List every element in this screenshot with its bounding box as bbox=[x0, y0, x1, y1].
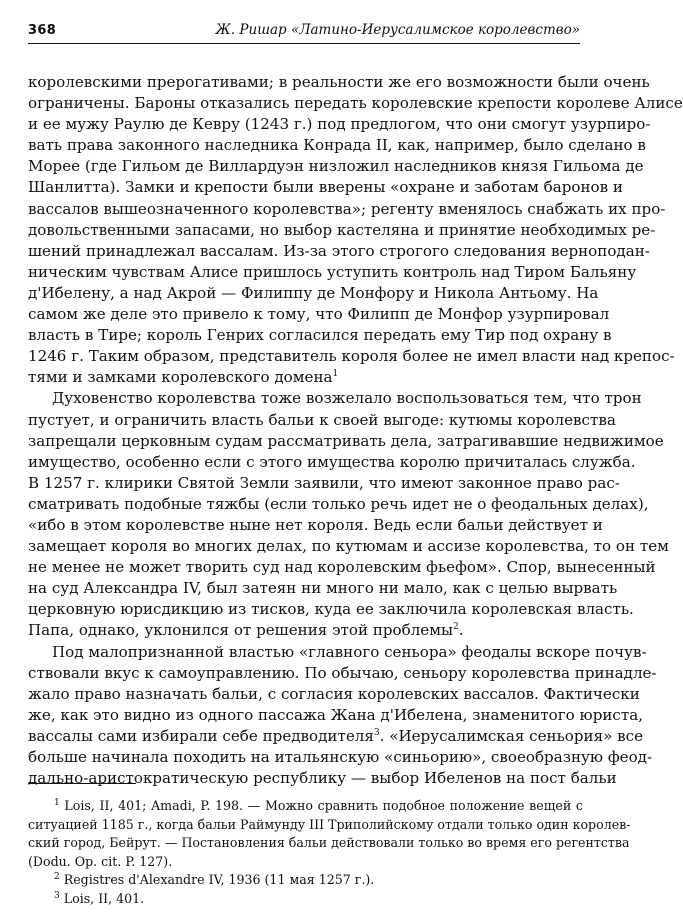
text-line: королевскими прерогативами; в реальности же его возможности были очень bbox=[28, 73, 650, 91]
footnote-line: ситуацией 1185 г., когда бальи Раймунду III Триполийскому отдали только один королев- bbox=[28, 816, 631, 832]
text-line: Шанлитта). Замки и крепости были вверены «охране и заботам баронов и bbox=[28, 178, 623, 197]
footnote-line: $^3$ Lois, II, 401. bbox=[54, 890, 145, 906]
text-line: 1246 г. Таким образом, представитель короля более не имел власти над крепос- bbox=[28, 347, 675, 366]
footnote-number: 2 bbox=[54, 871, 60, 882]
footnote-3 bbox=[28, 890, 583, 909]
footnotes bbox=[28, 797, 631, 908]
text-line: власть в Тире; король Генрих согласился передать ему Тир под охрану в bbox=[28, 326, 612, 345]
text-line: имущество, особенно если с этого имущества королю причиталась служба. bbox=[28, 452, 636, 471]
text-line: дально-аристократическую республику — выбор Ибеленов на пост бальи bbox=[28, 769, 617, 788]
text-line: вассалы сами избирали себе предводителя$^3$. «Иерусалимская сеньория» все bbox=[28, 726, 644, 745]
text-line: сматривать подобные тяжбы (если только речь идет не о феодальных делах), bbox=[28, 494, 649, 513]
text-line: Морее (где Гильом де Виллардуэн низложил наследников князя Гильома де bbox=[28, 157, 644, 176]
page-number: 368 bbox=[28, 23, 57, 38]
footnote-ref[interactable]: 2 bbox=[453, 622, 459, 633]
footnote-line: $^1$ Lois, II, 401; Amadi, P. 198. — Можно сравнить подобное положение вещей с bbox=[54, 797, 583, 813]
text-line: пустует, и ограничить власть бальи к своей выгоде: кутюмы королевства bbox=[28, 410, 616, 429]
footnote-number: 3 bbox=[54, 890, 60, 901]
text-line: же, как это видно из одного пассажа Жана д'Ибелена, знаменитого юриста, bbox=[28, 705, 644, 724]
text-line: церковную юрисдикцию из тисков, куда ее заключила королевская власть. bbox=[28, 600, 634, 619]
text-line: В 1257 г. клирики Святой Земли заявили, что имеют законное право рас- bbox=[28, 473, 620, 492]
text-line: ограничены. Бароны отказались передать королевские крепости королеве Алисе bbox=[28, 94, 683, 113]
body-text bbox=[28, 72, 683, 789]
text-line: больше начинала походить на итальянскую «синьорию», своеобразную феод- bbox=[28, 748, 653, 766]
text-line: вассалов вышеозначенного королевства»; регенту вменялось снабжать их про- bbox=[28, 199, 666, 218]
text-line: замещает короля во многих делах, по кутюмам и ассизе королевства, то он тем bbox=[28, 537, 669, 556]
text-line: д'Ибелену, а над Акрой — Филиппу де Монфору и Никола Антьому. На bbox=[28, 283, 599, 302]
text-line: довольственными запасами, но выбор кастеляна и принятие необходимых ре- bbox=[28, 220, 656, 239]
header-rule bbox=[28, 43, 580, 44]
footnote-2 bbox=[28, 871, 583, 890]
text-line: шений принадлежал вассалам. Из-за этого строгого следования верноподан- bbox=[28, 241, 650, 260]
paragraph-1 bbox=[28, 72, 683, 388]
footnote-ref[interactable]: 1 bbox=[332, 369, 339, 380]
footnote-line: (Dodu. Op. cit. P. 127). bbox=[28, 853, 173, 869]
text-line: тями и замками королевского домена$^1$ bbox=[28, 368, 339, 387]
paragraph-2 bbox=[28, 388, 669, 641]
footnote-number: 1 bbox=[54, 797, 60, 808]
text-line: Духовенство королевства тоже возжелало воспользоваться тем, что трон bbox=[52, 389, 642, 408]
text-line: ническим чувствам Алисе пришлось уступить контроль над Тиром Бальяну bbox=[28, 262, 637, 281]
text-line: Под малопризнанной властью «главного сеньора» феодалы вскоре почув- bbox=[52, 642, 647, 661]
page-header bbox=[28, 10, 580, 38]
text-line: и ее мужу Раулю де Кевру (1243 г.) под предлогом, что они смогут узурпиро- bbox=[28, 115, 651, 134]
footnote-line: $^2$ Registres d'Alexandre IV, 1936 (11 мая 1257 г.). bbox=[54, 871, 375, 887]
footnote-line: ский город, Бейрут. — Постановления бальи действовали только во время его регентства bbox=[28, 835, 630, 850]
text-line: на суд Александра IV, был затеян ни много ни мало, как с целью вырвать bbox=[28, 579, 618, 598]
footnote-ref[interactable]: 3 bbox=[373, 727, 380, 738]
text-line: самом же деле это привело к тому, что Филипп де Монфор узурпировал bbox=[28, 305, 610, 324]
text-line: «ибо в этом королевстве ныне нет короля. Ведь если бальи действует и bbox=[28, 515, 603, 534]
text-line: вать права законного наследника Конрада II, как, например, было сделано в bbox=[28, 136, 646, 155]
text-line: не менее не может творить суд над королевским фьефом». Спор, вынесенный bbox=[28, 558, 656, 577]
text-line: ствовали вкус к самоуправлению. По обычаю, сеньору королевства принадле- bbox=[28, 663, 657, 682]
footnote-1 bbox=[28, 797, 631, 871]
text-line: жало право назначать бальи, с согласия королевских вассалов. Фактически bbox=[28, 684, 640, 703]
text-line: Папа, однако, уклонился от решения этой проблемы$^2$. bbox=[28, 621, 464, 640]
running-title: Ж. Ришар «Латино-Иерусалимское королевство» bbox=[215, 22, 580, 38]
text-line: запрещали церковным судам рассматривать дела, затрагивавшие недвижимое bbox=[28, 431, 664, 450]
footnote-rule bbox=[28, 783, 136, 784]
paragraph-3 bbox=[28, 642, 657, 790]
